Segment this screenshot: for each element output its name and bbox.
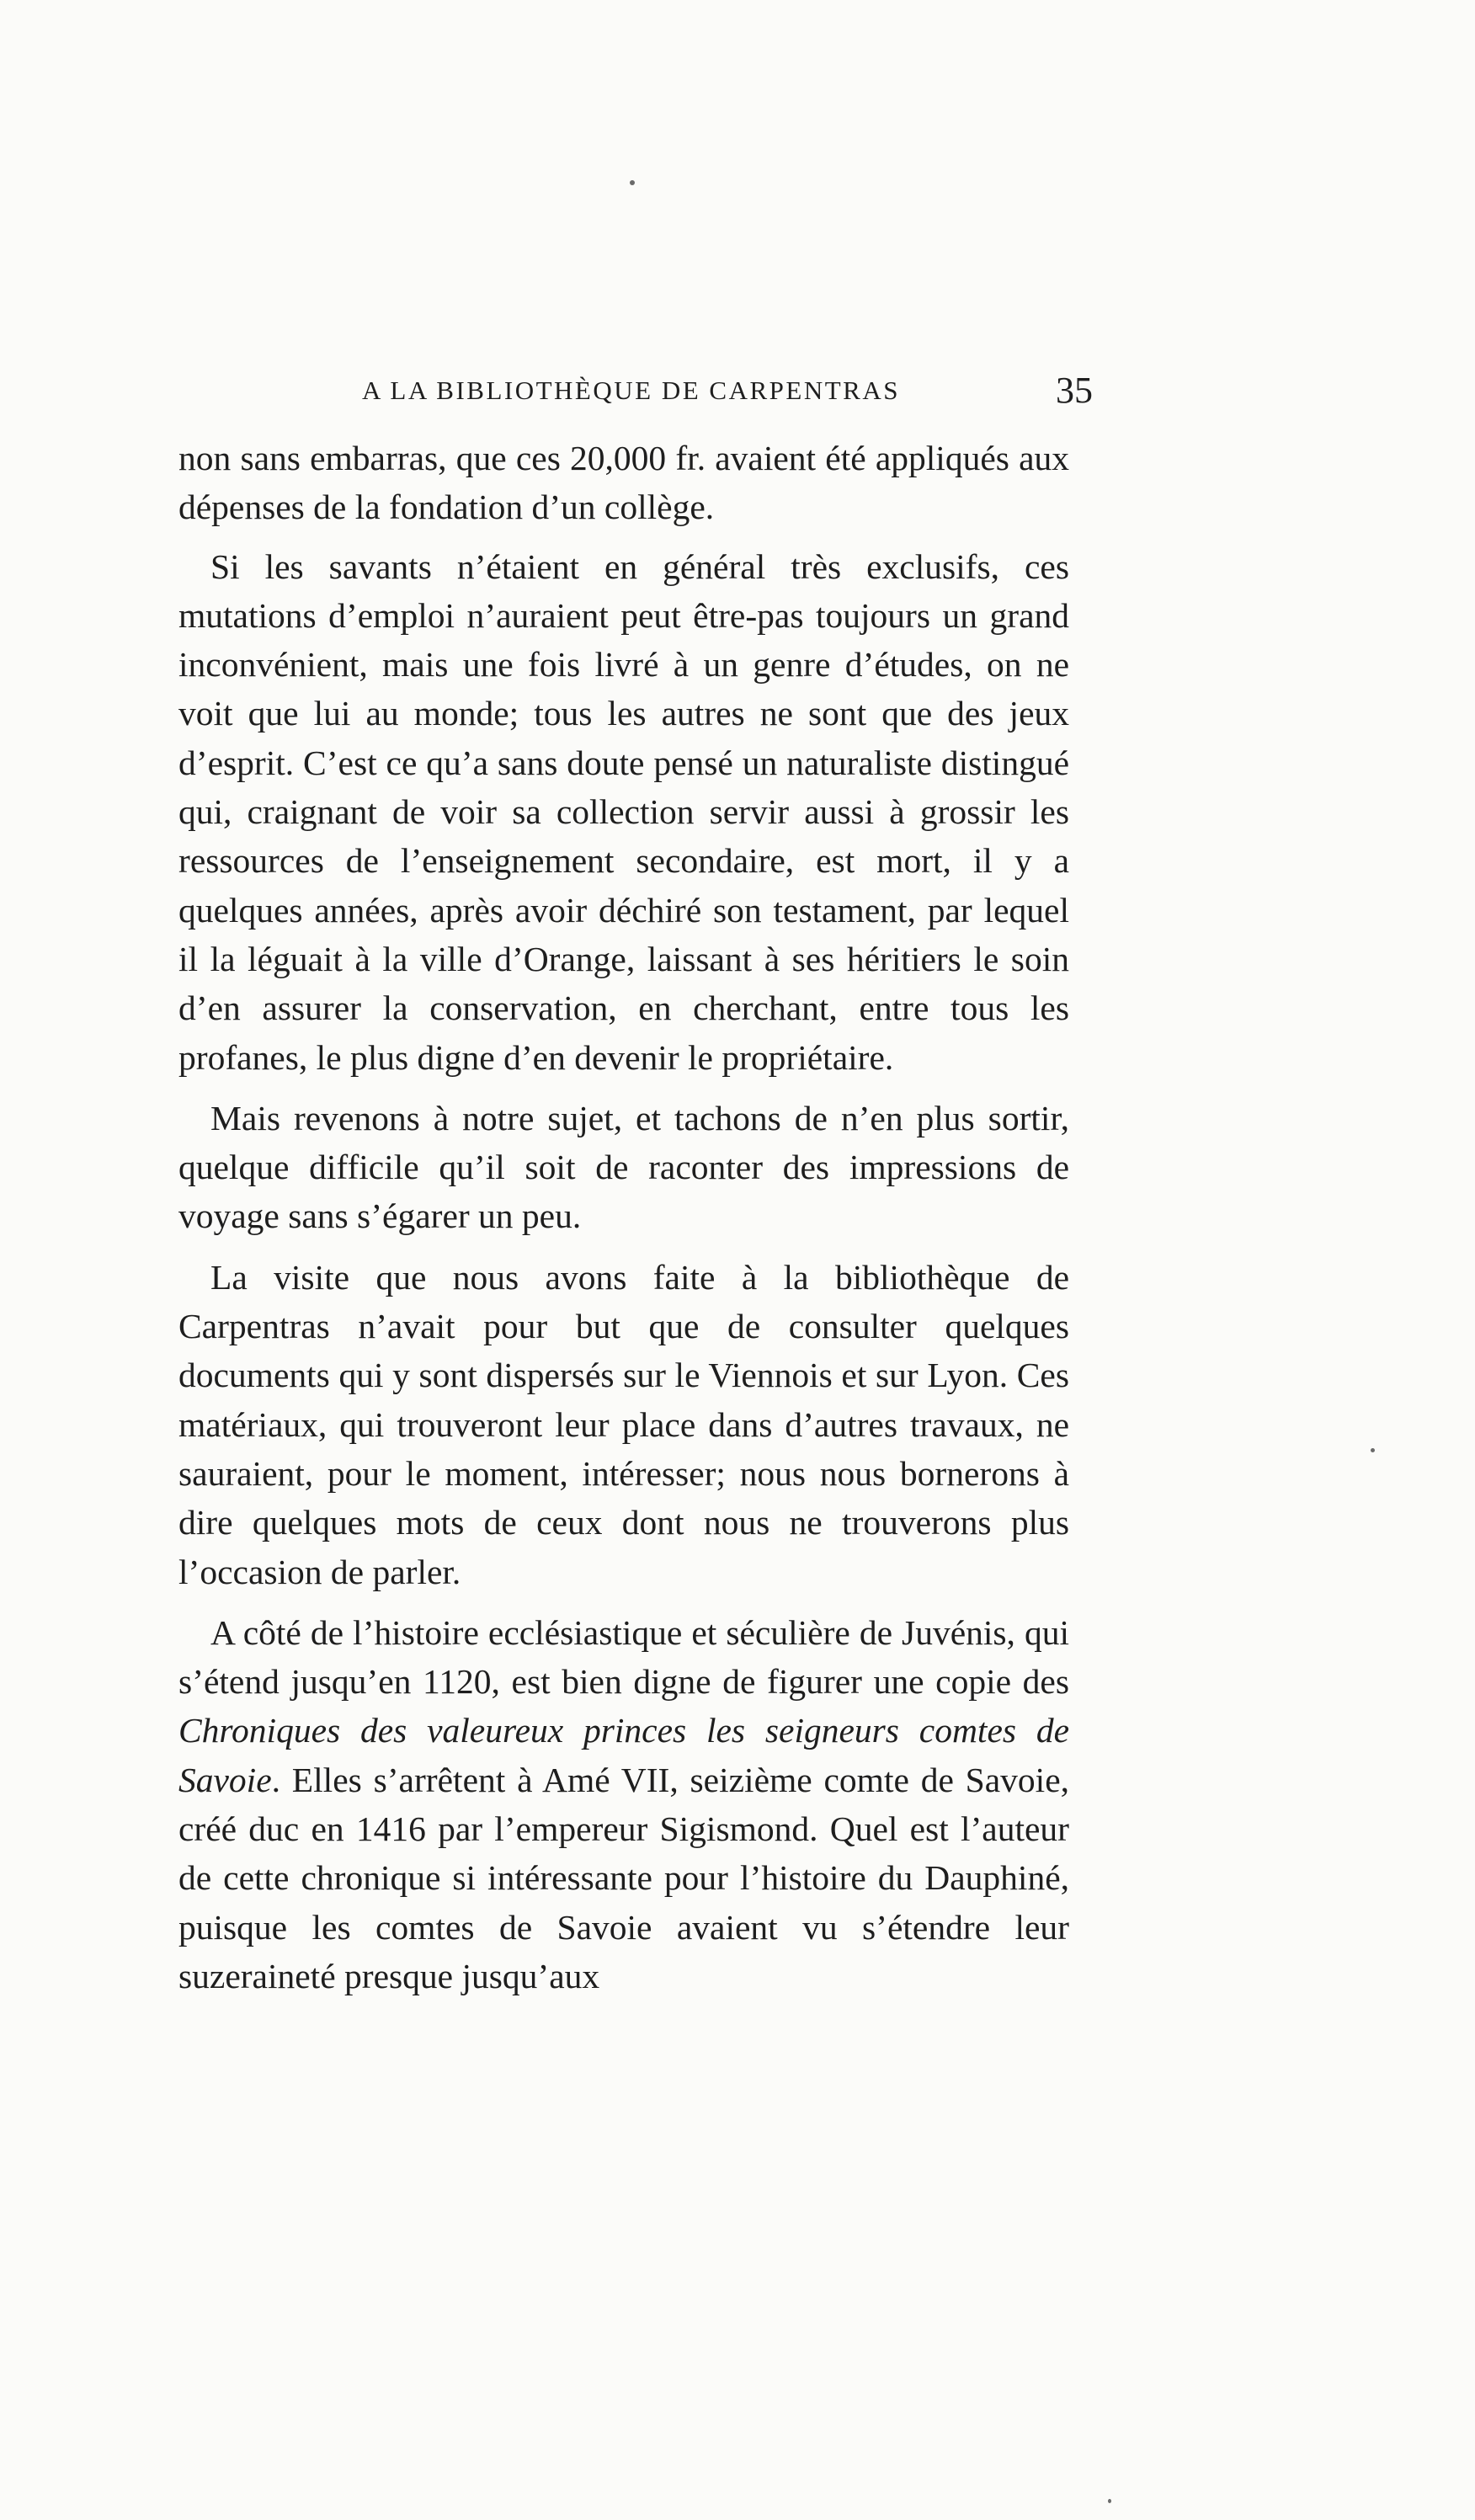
ink-speck — [1371, 1448, 1375, 1452]
paragraph: La visite que nous avons faite à la bibliothèque de Carpentras n’avait pour but que de consulter quelques documents qui y sont dispersés sur le Viennois et sur Lyon. Ces matériaux, qui trouveront leur place dans d’autres travaux, ne sauraient, pour le moment, intéresser; nous nous bornerons à dire quelques mots de ceux dont nous ne trouverons plus l’occasion de parler. — [178, 1257, 1069, 1591]
page-number: 35 — [1056, 370, 1093, 411]
paragraph: Mais revenons à notre sujet, et tachons de n’en plus sortir, quelque difficile qu’il soit de raconter des impressions de voyage sans s’égarer un peu. — [178, 1098, 1069, 1236]
ink-speck — [1108, 2499, 1111, 2503]
paragraph-text: . Elles s’arrêtent à Amé VII, seizième comte de Savoie, créé duc en 1416 par l’empereur Sigismond. Quel est l’auteur de cette chronique si intéressante pour l’histoire du Dauphiné, puisque les comtes de Savoie avaient vu s’étendre leur suzeraineté presque jusqu’aux — [178, 1760, 1069, 1995]
ink-speck — [630, 180, 635, 185]
running-title: A LA BIBLIOTHÈQUE DE CARPENTRAS — [362, 376, 900, 405]
body-text — [178, 434, 1069, 2012]
paragraph: non sans embarras, que ces 20,000 fr. avaient été appliqués aux dépenses de la fondation d’un collège. — [178, 439, 1069, 527]
paragraph: Si les savants n’étaient en général très exclusifs, ces mutations d’emploi n’auraient peut être-pas toujours un grand inconvénient, mais une fois livré à un genre d’études, on ne voit que lui au monde; tous les autres ne sont que des jeux d’esprit. C’est ce qu’a sans doute pensé un naturaliste distingué qui, craignant de voir sa collection servir aussi à grossir les ressources de l’enseignement secondaire, est mort, il y a quelques années, après avoir déchiré son testament, par lequel il la léguait à la ville d’Orange, laissant à ses héritiers le soin d’en assurer la conservation, en cherchant, entre tous les profanes, le plus digne d’en devenir le propriétaire. — [178, 546, 1069, 1077]
page-header — [177, 370, 1093, 421]
paragraph — [178, 1608, 1069, 2001]
paragraph-text: A côté de l’histoire ecclésiastique et séculière de Juvénis, qui s’étend jusqu’en 1120, est bien digne de figurer une copie des — [178, 1612, 1069, 1702]
book-title: Chroniques des valeureux princes les seigneurs comtes de Savoie — [178, 1711, 1069, 1799]
